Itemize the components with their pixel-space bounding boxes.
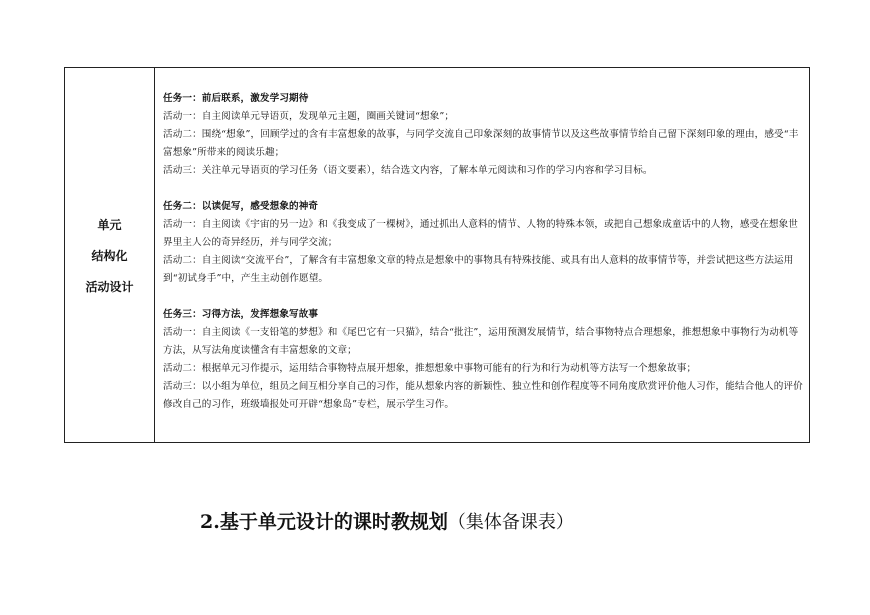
activity-item: 活动二：围绕“想象”，回顾学过的含有丰富想象的故事，与同学交流自己印象深刻的故事情节以及这些故事情节给自己留下深刻印象的理由，感受“丰富想象”所带来的阅读乐趣； bbox=[163, 129, 799, 158]
task-title: 任务二：以读促写，感受想象的神奇 bbox=[163, 201, 319, 212]
activity-item: 活动三：关注单元导语页的学习任务（语文要素），结合选文内容，了解本单元阅读和习作的学习内容和学习目标。 bbox=[163, 165, 653, 176]
task-block-2 bbox=[163, 198, 803, 288]
section-heading bbox=[200, 507, 574, 534]
section-heading-paren: （集体备课表） bbox=[447, 512, 574, 533]
activity-item: 活动二：根据单元习作提示，运用结合事物特点展开想象，推想想象中事物可能有的行为和行为动机等方法写一个想象故事； bbox=[163, 363, 697, 374]
row-header-line-1: 单元 bbox=[97, 217, 122, 232]
task-block-3 bbox=[163, 306, 803, 414]
row-header-line-2: 结构化 bbox=[91, 248, 128, 263]
activity-item: 活动三：以小组为单位，组员之间互相分享自己的习作，能从想象内容的新颖性、独立性和创作程度等不同角度欣赏评价他人习作，能结合他人的评价修改自己的习作，班级墙报处可开辟“想象岛”专栏，展示学生习作。 bbox=[163, 381, 803, 410]
row-header-cell bbox=[65, 68, 155, 442]
task-block-1 bbox=[163, 90, 803, 180]
activity-item: 活动一：自主阅读单元导语页，发现单元主题，圈画关键词“想象”； bbox=[163, 111, 455, 122]
section-heading-main: 2.基于单元设计的课时教规划 bbox=[200, 511, 448, 533]
task-title: 任务三：习得方法，发挥想象写故事 bbox=[163, 309, 319, 320]
row-header-line-3: 活动设计 bbox=[85, 279, 134, 294]
row-content-cell bbox=[155, 68, 809, 442]
activity-design-table bbox=[64, 67, 810, 443]
activity-item: 活动一：自主阅读《宇宙的另一边》和《我变成了一棵树》，通过抓出人意料的情节、人物的特殊本领，或把自己想象成童话中的人物，感受在想象世界里主人公的奇异经历，并与同学交流； bbox=[163, 219, 798, 248]
task-title: 任务一：前后联系，激发学习期待 bbox=[163, 93, 309, 104]
activity-item: 活动一：自主阅读《一支铅笔的梦想》和《尾巴它有一只猫》，结合“批注”，运用预测发展情节，结合事物特点合理想象，推想想象中事物行为动机等方法，从写法角度读懂含有丰富想象的文章； bbox=[163, 327, 799, 356]
activity-item: 活动二：自主阅读“交流平台”，了解含有丰富想象文章的特点是想象中的事物具有特殊技能、或具有出人意料的故事情节等，并尝试把这些方法运用到“初试身手”中，产生主动创作愿望。 bbox=[163, 255, 794, 284]
